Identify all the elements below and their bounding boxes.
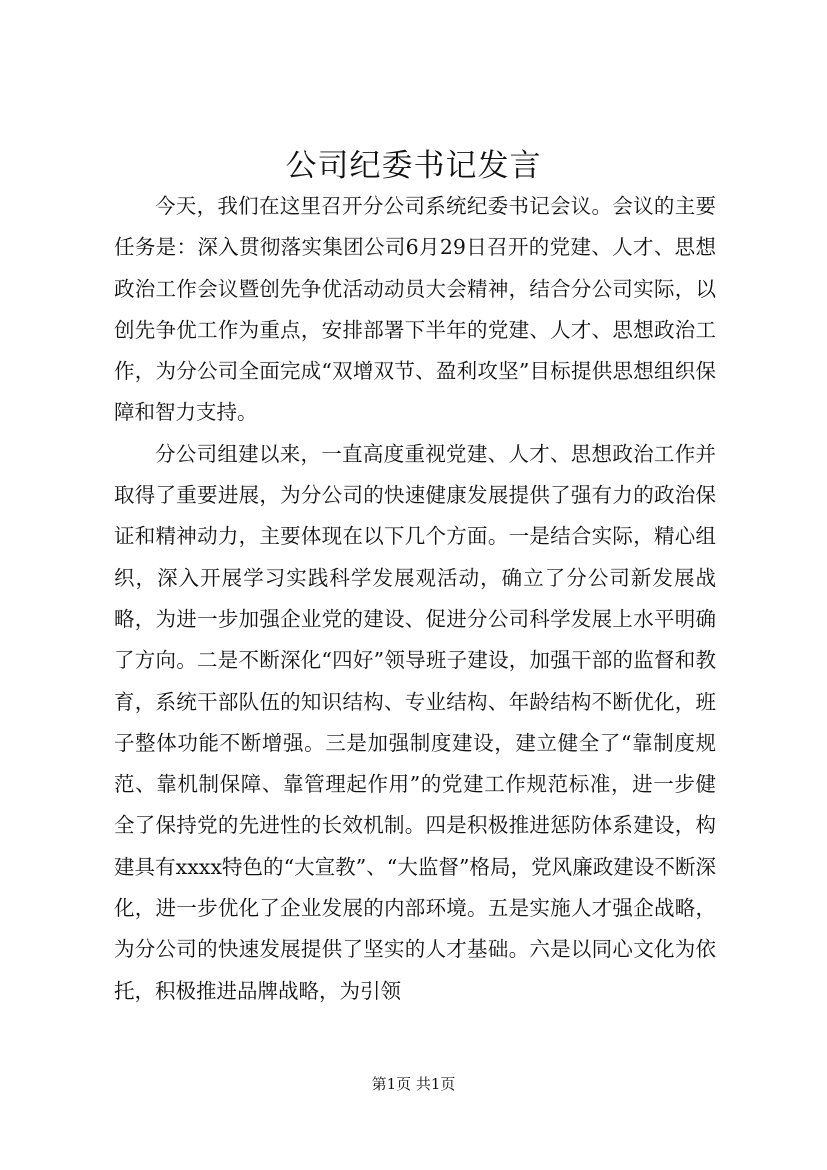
paragraph-2: 分公司组建以来，一直高度重视党建、人才、思想政治工作并取得了重要进展，为分公司的快速健康发展提供了强有力的政治保证和精神动力，主要体现在以下几个方面。一是结合实际，精心组织，深入开展学习实践科学发展观活动，确立了分公司新发展战略，为进一步加强企业党的建设、促进分公司科学发展上水平明确了方向。二是不断深化“四好”领导班子建设，加强干部的监督和教育，系统干部队伍的知识结构、专业结构、年龄结构不断优化，班子整体功能不断增强。三是加强制度建设，建立健全了“靠制度规范、靠机制保障、靠管理起作用”的党建工作规范标准，进一步健全了保持党的先进性的长效机制。四是积极推进惩防体系建设，构建具有xxxx特色的“大宣教”、“大监督”格局，党风廉政建设不断深化，进一步优化了企业发展的内部环境。五是实施人才强企战略，为分公司的快速发展提供了坚实的人才基础。六是以同心文化为依托，积极推进品牌战略，为引领 — [114, 441, 716, 1003]
paragraph-1: 今天，我们在这里召开分公司系统纪委书记会议。会议的主要任务是：深入贯彻落实集团公司6月29日召开的党建、人才、思想政治工作会议暨创先争优活动动员大会精神，结合分公司实际，以创先争优工作为重点，安排部署下半年的党建、人才、思想政治工作，为分公司全面完成“双增双节、盈利攻坚”目标提供思想组织保障和智力支持。 — [114, 194, 716, 425]
page-footer: 第1页 共1页 — [371, 1075, 456, 1093]
document-title: 公司纪委书记发言 — [285, 148, 542, 184]
document-body — [114, 186, 716, 1012]
